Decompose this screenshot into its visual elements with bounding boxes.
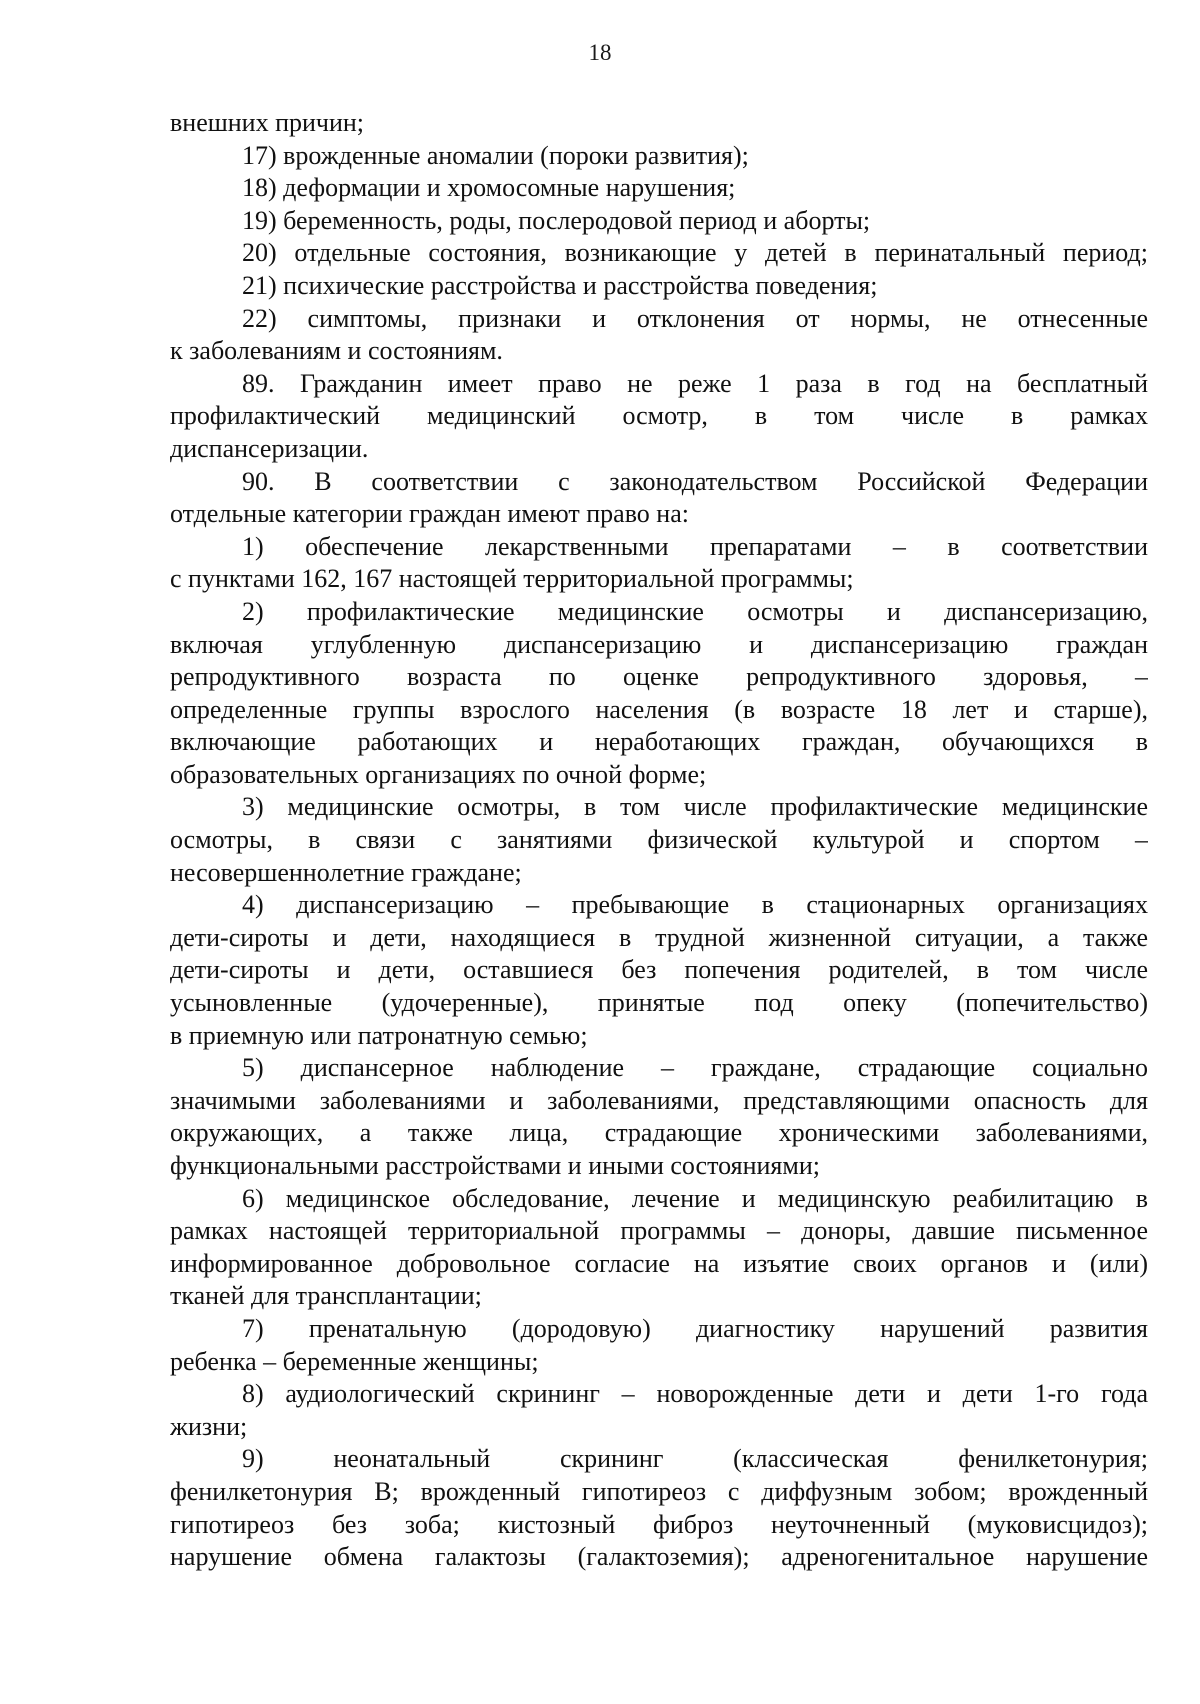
- text-line: 4) диспансеризацию – пребывающие в стационарных организациях: [242, 890, 1148, 920]
- text-line: значимыми заболеваниями и заболеваниями, представляющими опасность для: [170, 1085, 1148, 1115]
- text-line: 89. Гражданин имеет право не реже 1 раза в год на бесплатный: [242, 368, 1148, 398]
- text-line: функциональными расстройствами и иными состояниями;: [170, 1151, 820, 1180]
- text-line: 17) врожденные аномалии (пороки развития);: [242, 140, 749, 170]
- text-line: 9) неонатальный скрининг (классическая фенилкетонурия;: [242, 1444, 1148, 1474]
- text-line: образовательных организациях по очной форме;: [170, 759, 707, 789]
- text-line: 2) профилактические медицинские осмотры и диспансеризацию,: [242, 596, 1148, 626]
- text-line: 19) беременность, роды, послеродовой период и аборты;: [242, 205, 871, 235]
- text-line: определенные группы взрослого населения (в возрасте 18 лет и старше),: [170, 694, 1148, 724]
- text-line: фенилкетонурия В; врожденный гипотиреоз с диффузным зобом; врожденный: [170, 1476, 1148, 1506]
- text-line: информированное добровольное согласие на изъятие своих органов и (или): [170, 1248, 1148, 1278]
- text-line: гипотиреоз без зоба; кистозный фиброз неуточненный (муковисцидоз);: [170, 1509, 1148, 1539]
- text-line: в приемную или патронатную семью;: [170, 1020, 588, 1050]
- text-line: ребенка – беременные женщины;: [170, 1346, 539, 1376]
- text-line: включающие работающих и неработающих граждан, обучающихся в: [170, 727, 1148, 757]
- text-line: 1) обеспечение лекарственными препаратами – в соответствии: [242, 531, 1148, 561]
- text-line: усыновленные (удочеренные), принятые под опеку (попечительство): [170, 988, 1148, 1018]
- text-line: отдельные категории граждан имеют право на:: [170, 499, 689, 529]
- text-line: с пунктами 162, 167 настоящей территориальной программы;: [170, 564, 854, 594]
- text-line: 22) симптомы, признаки и отклонения от нормы, не отнесенные: [242, 303, 1148, 333]
- text-line: 3) медицинские осмотры, в том числе профилактические медицинские: [242, 792, 1148, 822]
- text-line: диспансеризации.: [170, 433, 369, 463]
- text-line: окружающих, а также лица, страдающие хроническими заболеваниями,: [170, 1118, 1148, 1148]
- text-line: 6) медицинское обследование, лечение и медицинскую реабилитацию в: [242, 1183, 1148, 1213]
- text-line: нарушение обмена галактозы (галактоземия); адреногенитальное нарушение: [170, 1542, 1148, 1572]
- text-line: 20) отдельные состояния, возникающие у детей в перинатальный период;: [242, 238, 1148, 268]
- text-line: к заболеваниям и состояниям.: [170, 336, 503, 366]
- text-line: репродуктивного возраста по оценке репродуктивного здоровья, –: [170, 662, 1148, 692]
- text-line: дети-сироты и дети, находящиеся в трудной жизненной ситуации, а также: [170, 922, 1148, 952]
- text-line: жизни;: [170, 1411, 248, 1441]
- page-number: 18: [588, 40, 612, 65]
- text-line: 5) диспансерное наблюдение – граждане, страдающие социально: [242, 1053, 1148, 1083]
- document-body: [170, 107, 1148, 1574]
- text-line: осмотры, в связи с занятиями физической культурой и спортом –: [170, 825, 1148, 855]
- text-line: 90. В соответствии с законодательством Российской Федерации: [242, 466, 1148, 496]
- text-line: включая углубленную диспансеризацию и диспансеризацию граждан: [170, 629, 1148, 659]
- text-line: несовершеннолетние граждане;: [170, 857, 522, 887]
- text-line: 7) пренатальную (дородовую) диагностику нарушений развития: [242, 1313, 1148, 1343]
- text-line: 18) деформации и хромосомные нарушения;: [242, 173, 736, 203]
- text-line: дети-сироты и дети, оставшиеся без попечения родителей, в том числе: [170, 955, 1148, 985]
- text-line: 8) аудиологический скрининг – новорожденные дети и дети 1-го года: [242, 1379, 1148, 1409]
- text-line: внешних причин;: [170, 108, 365, 137]
- text-line: профилактический медицинский осмотр, в том числе в рамках: [170, 401, 1148, 431]
- text-line: рамках настоящей территориальной программы – доноры, давшие письменное: [170, 1216, 1148, 1246]
- text-line: 21) психические расстройства и расстройства поведения;: [242, 270, 878, 300]
- text-line: тканей для трансплантации;: [170, 1281, 482, 1311]
